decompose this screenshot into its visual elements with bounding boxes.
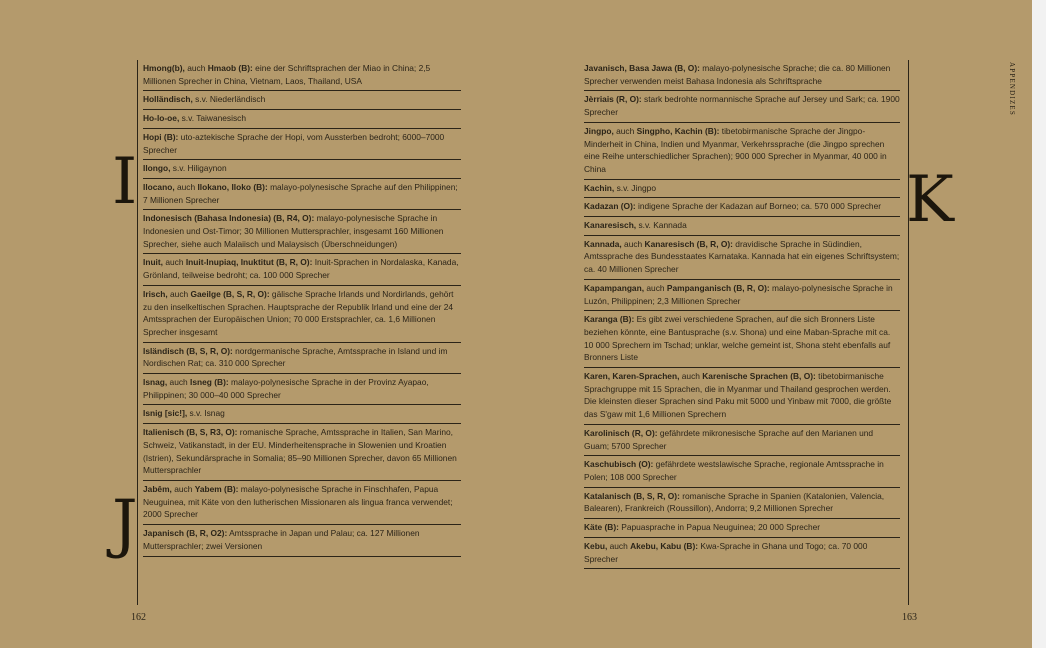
glossary-entry xyxy=(584,368,900,425)
glossary-entry xyxy=(584,236,900,280)
entry-term-alt: Hmaob (B): xyxy=(207,63,253,73)
entry-connector: auch xyxy=(613,125,637,136)
entry-connector: auch xyxy=(621,238,645,249)
page-number-right: 163 xyxy=(902,612,917,623)
entry-description: stark bedrohte normannische Sprache auf Jersey und Sark; ca. 1900 Sprecher xyxy=(584,94,900,118)
glossary-entry xyxy=(143,343,461,374)
glossary-entry xyxy=(584,311,900,368)
entry-connector: auch xyxy=(171,483,195,494)
entry-term: Jingpo, xyxy=(584,125,614,136)
entry-term-alt: Ilokano, Iloko (B): xyxy=(197,181,268,192)
entry-description: gälische Sprache Irlands und Nordirlands, gehört zu den inselkeltischen Sprachen. Hauptsprache der Republik Irland und eine der 24 Amtssprachen der Europäischen Union; 70 000 Erstsprachler, ca. 1,6 Millionen Sprecher insgesamt xyxy=(143,288,454,337)
entry-description: romanische Sprache in Spanien (Katalonien, Valencia, Balearen), Frankreich (Roussillon), Andorra; 9,2 Millionen Sprecher xyxy=(584,490,885,514)
entry-term: Katalanisch (B, S, R, O): xyxy=(584,490,680,501)
entry-term-alt: Pampanganisch (B, R, O): xyxy=(666,282,770,293)
entry-description: romanische Sprache, Amtssprache in Italien, San Marino, Schweiz, Vatikanstadt, in der EU. Minderheitensprache in Slowenien und Kroatien (Istrien), Sekundärsprache in Somalia; 85–90 Millionen Sprecher, davon 65 Millionen Muttersprachler xyxy=(143,427,457,476)
entry-description: malayo-polynesische Sprache; die ca. 80 Millionen Sprecher verwenden meist Bahasa Indonesia als Schriftsprache xyxy=(584,63,891,86)
glossary-entry xyxy=(143,481,461,525)
entry-term-alt: Singpho, Kachin (B): xyxy=(636,125,720,136)
entry-description: s.v. Isnag xyxy=(187,408,225,419)
entry-term: Kachin, xyxy=(584,182,615,193)
glossary-entry xyxy=(584,538,900,569)
entry-description: gefährdete mikronesische Sprache auf den Marianen und Guam; 5700 Sprecher xyxy=(584,427,874,451)
glossary-entry xyxy=(584,488,900,519)
section-letter-k: K xyxy=(906,163,954,237)
right-page xyxy=(522,0,1046,648)
entry-term-alt: Gaeilge (B, S, R, O): xyxy=(190,288,270,299)
glossary-entry xyxy=(143,110,461,129)
glossary-entry xyxy=(143,374,461,405)
entry-term: Indonesisch (Bahasa Indonesia) (B, R4, O): xyxy=(143,213,315,224)
entry-term-alt: Inuit-Inupiaq, Inuktitut (B, R, O): xyxy=(185,257,313,268)
right-rule xyxy=(908,60,909,605)
entry-term-alt: Yabem (B): xyxy=(194,483,239,494)
entry-connector: auch xyxy=(167,377,191,388)
entry-description: s.v. Jingpo xyxy=(614,182,656,193)
entry-description: s.v. Hiligaynon xyxy=(170,163,227,174)
entry-connector: auch xyxy=(174,181,198,192)
entry-term: Karolinisch (R, O): xyxy=(584,427,658,438)
glossary-entry xyxy=(143,179,461,210)
entry-term-alt: Akebu, Kabu (B): xyxy=(630,540,699,551)
entry-term: Italienisch (B, S, R3, O): xyxy=(143,427,238,438)
glossary-entry xyxy=(584,217,900,236)
glossary-entry xyxy=(584,60,900,91)
section-letter-j: J xyxy=(112,487,138,561)
entry-description: tibetobirmanische Sprachgruppe mit 15 Sprachen, die in Myanmar und Thailand gesprochen werden. Die kleinsten dieser Sprachen sind Paku mit 5000 und Yinbaw mit 7000, die größte das S'gaw mit 1,6 Millionen Sprechern xyxy=(584,371,892,420)
entry-description: tibetobirmanische Sprache der Jingpo-Minderheit in China, Indien und Myanmar, Verkehrssprache (die Jingpo sprechen eine Reihe unterschiedlicher Sprachen); 900 000 Sprecher in Myanmar, 40 000 in China xyxy=(584,125,887,174)
glossary-entry xyxy=(143,424,461,481)
entry-description: gefährdete westslawische Sprache, regionale Amtssprache in Polen; 108 000 Sprecher xyxy=(584,459,884,482)
glossary-entry xyxy=(143,525,461,556)
entry-description: Es gibt zwei verschiedene Sprachen, auf die sich Bronners Liste beziehen könnte, eine Bantusprache (s.v. Shona) und eine Maban-Sprache mit ca. 10 000 Sprechern im Tschad; unklar, welche gemeint ist, Shona steht ebenfalls auf Bronners Liste xyxy=(584,314,891,363)
entry-term: Hopi (B): xyxy=(143,131,179,142)
entry-description: Papuasprache in Papua Neuguinea; 20 000 Sprecher xyxy=(618,522,821,533)
entry-term: Karen, Karen-Sprachen, xyxy=(584,371,680,382)
entry-description: eine der Schriftsprachen der Miao in China; 2,5 Millionen Sprecher in China, Vietnam, Laos, Thailand, USA xyxy=(143,63,431,86)
glossary-entry xyxy=(584,280,900,311)
entry-term: Javanisch, Basa Jawa (B, O): xyxy=(584,63,700,73)
entry-description: indigene Sprache der Kadazan auf Borneo; ca. 570 000 Sprecher xyxy=(635,201,882,212)
glossary-entry xyxy=(143,254,461,285)
entry-description: nordgermanische Sprache, Amtssprache in Island und im Nordischen Rat; ca. 310 000 Sprecher xyxy=(143,345,448,369)
entry-description: malayo-polynesische Sprache in der Provinz Ayapao, Philippinen; 30 000–40 000 Sprecher xyxy=(143,377,429,400)
entry-description: Inuit-Sprachen in Nordalaska, Kanada, Grönland, teilweise bedroht; ca. 100 000 Sprecher xyxy=(143,257,459,281)
entry-description: malayo-polynesische Sprache in Finschhafen, Papua Neuguinea, mit Käte von den lutherischen Missionaren als lingua franca verwendet; 2000 Sprecher xyxy=(143,483,453,520)
glossary-entry xyxy=(143,160,461,179)
entry-description: malayo-polynesische Sprache in Luzón, Philippinen; 2,3 Millionen Sprecher xyxy=(584,282,893,306)
glossary-entry xyxy=(584,180,900,199)
glossary-entry xyxy=(143,210,461,254)
entry-term-alt: Karenische Sprachen (B, O): xyxy=(702,371,816,382)
entry-term: Kaschubisch (O): xyxy=(584,459,654,470)
entry-term: Irisch, xyxy=(143,288,168,299)
entry-description: s.v. Kannada xyxy=(636,220,687,231)
entry-term: Jabêm, xyxy=(143,483,172,494)
entry-connector: auch xyxy=(167,288,191,299)
entry-term: Kebu, xyxy=(584,540,608,551)
glossary-entry xyxy=(143,60,461,91)
entry-term-alt: Kanaresisch (B, R, O): xyxy=(644,238,733,249)
glossary-column-left xyxy=(143,60,461,557)
entry-term: Isnag, xyxy=(143,377,168,388)
left-page xyxy=(0,0,520,648)
entry-term-alt: Isneg (B): xyxy=(190,377,229,388)
entry-term: Jèrriais (R, O): xyxy=(584,94,642,105)
entry-description: s.v. Niederländisch xyxy=(192,94,266,105)
glossary-entry xyxy=(584,123,900,180)
glossary-column-right xyxy=(584,60,900,569)
glossary-entry xyxy=(584,198,900,217)
glossary-entry xyxy=(584,519,900,538)
entry-term: Holländisch, xyxy=(143,94,193,105)
entry-term: Hmong(b), xyxy=(143,63,185,73)
entry-description: s.v. Taiwanesisch xyxy=(179,113,247,124)
entry-term: Kanaresisch, xyxy=(584,220,637,231)
entry-description: uto-aztekische Sprache der Hopi, vom Aussterben bedroht; 6000–7000 Sprecher xyxy=(143,131,445,155)
entry-term: Isländisch (B, S, R, O): xyxy=(143,345,233,356)
entry-term: Käte (B): xyxy=(584,522,619,533)
entry-description: Kwa-Sprache in Ghana und Togo; ca. 70 000 Sprecher xyxy=(584,540,868,564)
entry-term: Ho-lo-oe, xyxy=(143,113,180,124)
glossary-entry xyxy=(584,456,900,487)
entry-term: Kadazan (O): xyxy=(584,201,636,212)
entry-connector: auch xyxy=(163,257,186,268)
entry-connector: auch xyxy=(679,371,703,382)
glossary-entry xyxy=(143,405,461,424)
page-number-left: 162 xyxy=(131,612,146,623)
entry-term: Isnig [sic!], xyxy=(143,408,188,419)
entry-term: Kannada, xyxy=(584,238,622,249)
section-letter-i: I xyxy=(112,145,138,219)
entry-term: Karanga (B): xyxy=(584,314,635,325)
glossary-entry xyxy=(143,286,461,343)
entry-term: Ilocano, xyxy=(143,181,175,192)
glossary-entry xyxy=(584,425,900,456)
entry-description: malayo-polynesische Sprache auf den Philippinen; 7 Millionen Sprecher xyxy=(143,181,458,205)
entry-term: Inuit, xyxy=(143,257,164,268)
entry-description: dravidische Sprache in Südindien, Amtssprache des Bundesstaates Karnataka. Kannada hat ein eigenes Schriftsystem; ca. 40 Millionen Sprecher xyxy=(584,238,900,275)
entry-connector: auch xyxy=(644,282,667,293)
entry-description: malayo-polynesische Sprache in Indonesien und Ost-Timor; 30 Millionen Muttersprachler, insgesamt 160 Millionen Sprecher, siehe auch Malaiisch und Malaysisch (Überschneidungen) xyxy=(143,213,444,249)
glossary-entry xyxy=(584,91,900,122)
entry-term: Kapampangan, xyxy=(584,282,645,293)
entry-connector: auch xyxy=(184,63,208,73)
glossary-entry xyxy=(143,129,461,160)
section-side-label: APPENDIZES xyxy=(1008,62,1016,117)
entry-description: Amtssprache in Japan und Palau; ca. 127 Millionen Muttersprachler; zwei Versionen xyxy=(143,528,420,551)
entry-term: Ilongo, xyxy=(143,163,171,174)
entry-connector: auch xyxy=(607,540,631,551)
entry-term: Japanisch (B, R, O2): xyxy=(143,528,228,539)
glossary-entry xyxy=(143,91,461,110)
